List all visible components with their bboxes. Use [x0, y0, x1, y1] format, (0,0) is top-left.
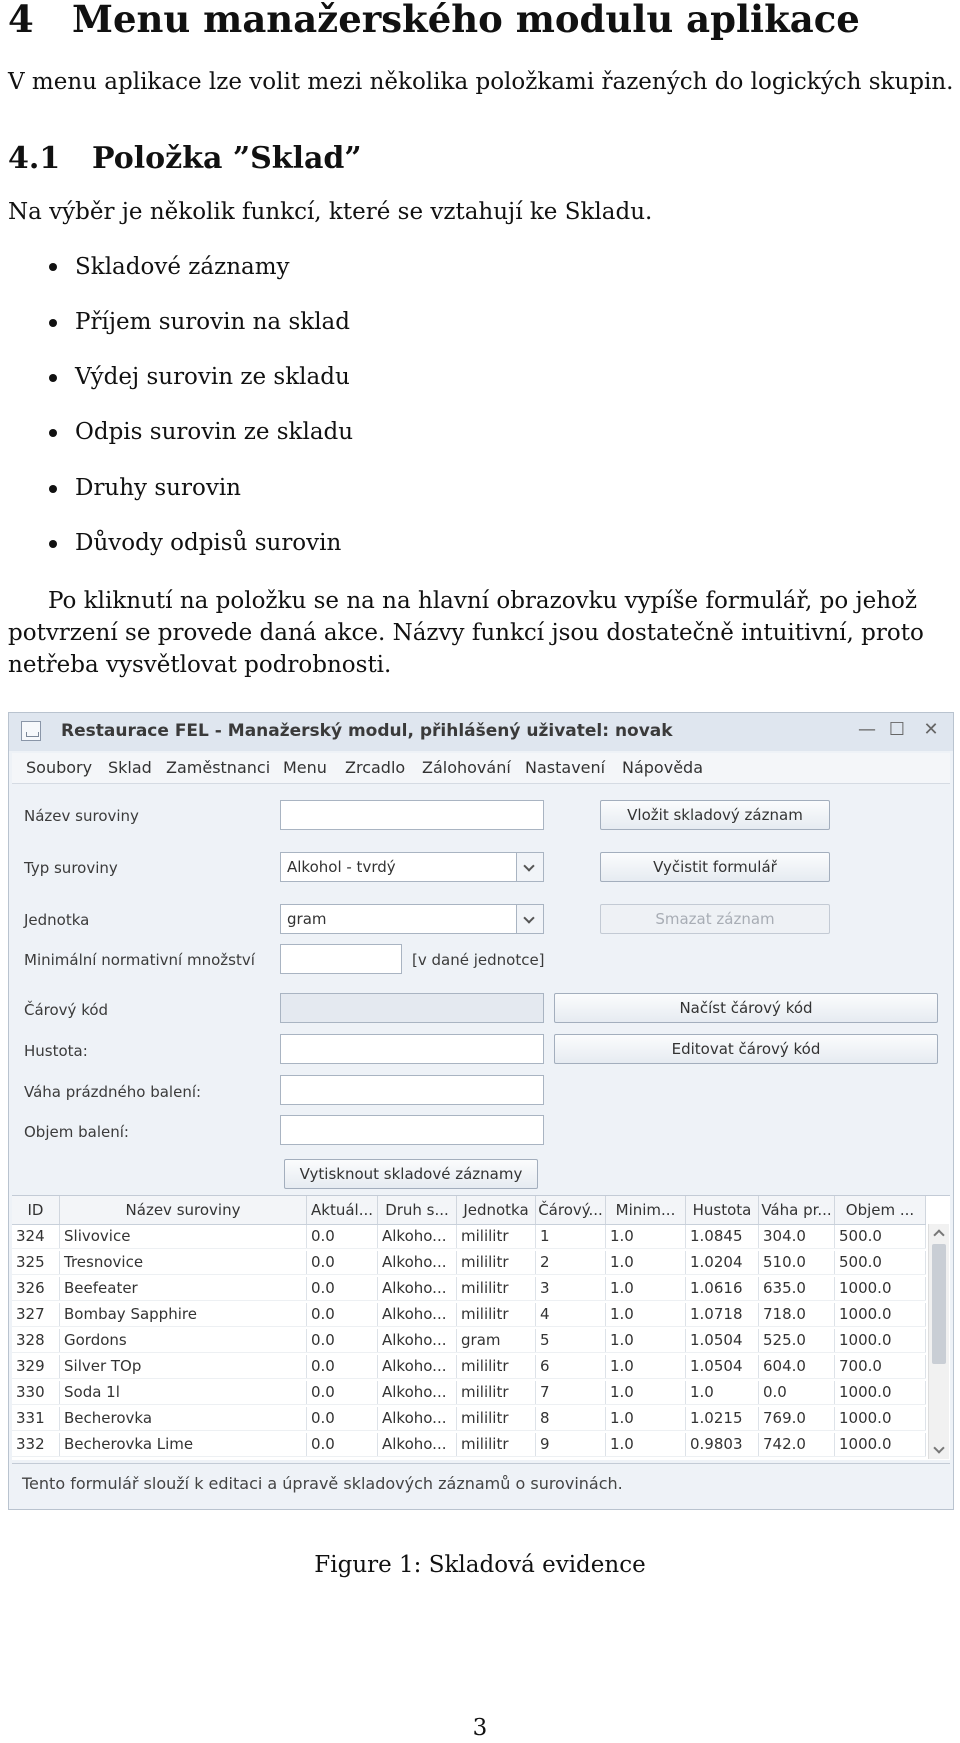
pack-volume-label: Objem balení:	[24, 1123, 129, 1141]
min-amount-input[interactable]	[280, 944, 402, 974]
table-cell: mililitr	[457, 1381, 536, 1404]
figure-caption: Figure 1: Skladová evidence	[314, 1552, 646, 1578]
table-cell: 327	[12, 1303, 60, 1326]
table-cell: Becherovka Lime	[60, 1433, 307, 1456]
table-header	[12, 1196, 926, 1225]
table-cell: Alkoho...	[378, 1407, 457, 1430]
delete-record-button[interactable]: Smazat záznam	[600, 904, 830, 934]
table-cell: 718.0	[759, 1303, 835, 1326]
table-cell: 1.0	[686, 1381, 759, 1404]
table-cell: mililitr	[457, 1303, 536, 1326]
app-window-screenshot	[8, 712, 954, 1510]
table-cell: 0.0	[307, 1225, 378, 1248]
type-select[interactable]	[280, 852, 544, 882]
table-cell: 1	[536, 1225, 606, 1248]
column-header[interactable]: Název suroviny	[60, 1196, 307, 1224]
column-header[interactable]: Jednotka	[457, 1196, 536, 1224]
column-header[interactable]: Hustota	[686, 1196, 759, 1224]
table-cell: Alkoho...	[378, 1303, 457, 1326]
status-bar	[12, 1463, 950, 1504]
print-records-button[interactable]: Vytisknout skladové záznamy	[284, 1159, 538, 1189]
table-cell: 4	[536, 1303, 606, 1326]
paragraph-line: netřeba vysvětlovat podrobnosti.	[8, 652, 392, 678]
table-cell: 1000.0	[835, 1381, 926, 1404]
table-cell: 1.0	[606, 1407, 686, 1430]
name-input[interactable]	[280, 800, 544, 830]
paragraph-line: Po kliknutí na položku se na na hlavní obrazovku vypíše formulář, po jehož	[48, 588, 917, 614]
subsection-heading	[8, 140, 362, 178]
table-cell: mililitr	[457, 1433, 536, 1456]
pack-volume-input[interactable]	[280, 1115, 544, 1145]
table-cell: Alkoho...	[378, 1225, 457, 1248]
section-title: Menu manažerského modulu aplikace	[72, 0, 860, 41]
window-title: Restaurace FEL - Manažerský modul, přihlášený uživatel: novak	[61, 721, 673, 741]
table-cell: 1.0	[606, 1277, 686, 1300]
table-cell: 3	[536, 1277, 606, 1300]
table-cell: mililitr	[457, 1407, 536, 1430]
table-cell: 1000.0	[835, 1303, 926, 1326]
table-cell: Alkoho...	[378, 1433, 457, 1456]
table-cell: 1.0845	[686, 1225, 759, 1248]
menu-soubory[interactable]: Soubory	[26, 758, 93, 777]
table-cell: mililitr	[457, 1355, 536, 1378]
table-cell: 1.0215	[686, 1407, 759, 1430]
table-cell: 1.0	[606, 1303, 686, 1326]
table-cell: mililitr	[457, 1225, 536, 1248]
menu-bar	[12, 753, 950, 784]
bullet-dot	[49, 319, 57, 327]
table-cell: 742.0	[759, 1433, 835, 1456]
table-cell: Silver TOp	[60, 1355, 307, 1378]
vertical-scrollbar[interactable]	[928, 1224, 949, 1459]
table-cell: Soda 1l	[60, 1381, 307, 1404]
table-cell: 1.0504	[686, 1355, 759, 1378]
density-input[interactable]	[280, 1034, 544, 1064]
table-cell: 1.0504	[686, 1329, 759, 1352]
scroll-up-icon[interactable]	[929, 1224, 949, 1242]
intro-text: V menu aplikace lze volit mezi několika položkami řazených do logických skupin.	[8, 69, 954, 95]
column-header[interactable]: Minim...	[606, 1196, 686, 1224]
table-cell: 0.0	[759, 1381, 835, 1404]
menu-nastaveni[interactable]: Nastavení	[525, 758, 606, 777]
edit-barcode-button[interactable]: Editovat čárový kód	[554, 1034, 938, 1064]
list-item: Skladové záznamy	[75, 254, 290, 280]
table-cell: 324	[12, 1225, 60, 1248]
table-row[interactable]	[12, 1433, 926, 1457]
bullet-dot	[49, 540, 57, 548]
list-item: Odpis surovin ze skladu	[75, 419, 354, 445]
table-cell: 500.0	[835, 1251, 926, 1274]
table-cell: Gordons	[60, 1329, 307, 1352]
unit-hint: [v dané jednotce]	[412, 951, 545, 969]
barcode-input	[280, 993, 544, 1023]
maximize-icon[interactable]: ☐	[888, 719, 906, 740]
table-cell: 6	[536, 1355, 606, 1378]
table-row[interactable]	[12, 1225, 926, 1249]
table-cell: 1.0204	[686, 1251, 759, 1274]
table-cell: 1.0	[606, 1433, 686, 1456]
table-cell: 1000.0	[835, 1277, 926, 1300]
stock-table	[12, 1195, 950, 1460]
list-item: Výdej surovin ze skladu	[75, 364, 350, 390]
java-app-icon	[21, 721, 41, 741]
subsection-title: Položka ”Sklad”	[92, 141, 362, 176]
section-heading	[8, 0, 860, 41]
table-cell: 1.0	[606, 1355, 686, 1378]
table-cell: 1000.0	[835, 1329, 926, 1352]
chevron-down-icon[interactable]	[516, 905, 543, 933]
column-header[interactable]: Váha pr...	[759, 1196, 835, 1224]
scroll-down-icon[interactable]	[929, 1441, 949, 1459]
table-cell: 0.0	[307, 1355, 378, 1378]
body-paragraph	[8, 585, 960, 681]
chevron-down-icon[interactable]	[516, 853, 543, 881]
bullet-dot	[49, 263, 57, 271]
table-cell: 0.0	[307, 1277, 378, 1300]
table-cell: gram	[457, 1329, 536, 1352]
table-cell: 1.0	[606, 1225, 686, 1248]
pack-weight-input[interactable]	[280, 1075, 544, 1105]
table-row[interactable]	[12, 1355, 926, 1379]
bullet-dot	[49, 374, 57, 382]
table-cell: 0.0	[307, 1381, 378, 1404]
table-cell: 5	[536, 1329, 606, 1352]
table-row[interactable]	[12, 1407, 926, 1431]
column-header[interactable]: Aktuál...	[307, 1196, 378, 1224]
table-row[interactable]	[12, 1381, 926, 1405]
table-cell: 1000.0	[835, 1407, 926, 1430]
minimize-icon[interactable]: —	[858, 719, 876, 740]
subsection-number: 4.1	[8, 141, 61, 176]
type-label: Typ suroviny	[24, 859, 118, 877]
column-header[interactable]: ID	[12, 1196, 60, 1224]
table-cell: 1.0	[606, 1381, 686, 1404]
table-row[interactable]	[12, 1303, 926, 1327]
list-item: Důvody odpisů surovin	[75, 530, 342, 556]
table-row[interactable]	[12, 1277, 926, 1301]
table-cell: 0.0	[307, 1433, 378, 1456]
unit-select-value: gram	[287, 910, 327, 928]
table-cell: 332	[12, 1433, 60, 1456]
table-cell: Beefeater	[60, 1277, 307, 1300]
table-cell: 7	[536, 1381, 606, 1404]
table-cell: 325	[12, 1251, 60, 1274]
table-cell: Tresnovice	[60, 1251, 307, 1274]
min-amount-label: Minimální normativní množství	[24, 951, 255, 969]
table-cell: Bombay Sapphire	[60, 1303, 307, 1326]
table-cell: Alkoho...	[378, 1355, 457, 1378]
table-cell: 0.0	[307, 1407, 378, 1430]
table-cell: mililitr	[457, 1251, 536, 1274]
close-icon[interactable]: ✕	[923, 719, 939, 740]
table-cell: 604.0	[759, 1355, 835, 1378]
table-row[interactable]	[12, 1329, 926, 1353]
pack-weight-label: Váha prázdného balení:	[24, 1083, 202, 1101]
table-cell: Alkoho...	[378, 1251, 457, 1274]
list-item: Příjem surovin na sklad	[75, 309, 350, 335]
table-cell: 500.0	[835, 1225, 926, 1248]
stock-form	[12, 785, 950, 1183]
table-cell: Slivovice	[60, 1225, 307, 1248]
table-cell: 510.0	[759, 1251, 835, 1274]
table-cell: 1.0	[606, 1329, 686, 1352]
load-barcode-button[interactable]: Načíst čárový kód	[554, 993, 938, 1023]
type-select-value: Alkohol - tvrdý	[287, 858, 396, 876]
menu-zamestnanci[interactable]: Zaměstnanci	[166, 758, 271, 777]
table-cell: 0.0	[307, 1303, 378, 1326]
bullet-dot	[49, 429, 57, 437]
table-cell: 329	[12, 1355, 60, 1378]
table-cell: 331	[12, 1407, 60, 1430]
table-cell: 1.0718	[686, 1303, 759, 1326]
density-label: Hustota:	[24, 1042, 88, 1060]
unit-select[interactable]	[280, 904, 544, 934]
menu-sklad[interactable]: Sklad	[108, 758, 152, 777]
table-cell: 304.0	[759, 1225, 835, 1248]
table-cell: 1.0616	[686, 1277, 759, 1300]
table-cell: 328	[12, 1329, 60, 1352]
table-cell: 769.0	[759, 1407, 835, 1430]
title-bar	[9, 713, 953, 751]
column-header[interactable]: Druh s...	[378, 1196, 457, 1224]
table-cell: 8	[536, 1407, 606, 1430]
table-cell: 0.9803	[686, 1433, 759, 1456]
table-cell: 635.0	[759, 1277, 835, 1300]
insert-record-button[interactable]: Vložit skladový záznam	[600, 800, 830, 830]
list-item: Druhy surovin	[75, 475, 241, 501]
status-text: Tento formulář slouží k editaci a úpravě skladových záznamů o surovinách.	[22, 1474, 623, 1493]
clear-form-button[interactable]: Vyčistit formulář	[600, 852, 830, 882]
table-cell: 525.0	[759, 1329, 835, 1352]
table-cell: 2	[536, 1251, 606, 1274]
unit-label: Jednotka	[24, 911, 90, 929]
scroll-thumb[interactable]	[932, 1244, 946, 1364]
table-cell: Alkoho...	[378, 1329, 457, 1352]
table-cell: 0.0	[307, 1329, 378, 1352]
table-cell: 9	[536, 1433, 606, 1456]
table-cell: 1.0	[606, 1251, 686, 1274]
table-cell: mililitr	[457, 1277, 536, 1300]
bullet-dot	[49, 485, 57, 493]
menu-menu[interactable]: Menu	[283, 758, 327, 777]
section-number: 4	[8, 0, 34, 41]
table-cell: 1000.0	[835, 1433, 926, 1456]
name-label: Název suroviny	[24, 807, 139, 825]
table-cell: 330	[12, 1381, 60, 1404]
column-header[interactable]: Objem ...	[835, 1196, 926, 1224]
page-number: 3	[472, 1715, 488, 1741]
column-header[interactable]: Čárový...	[536, 1196, 606, 1224]
paragraph-line: potvrzení se provede daná akce. Názvy funkcí jsou dostatečně intuitivní, proto	[8, 620, 924, 646]
barcode-label: Čárový kód	[24, 1001, 109, 1019]
menu-napoveda[interactable]: Nápověda	[622, 758, 703, 777]
menu-zrcadlo[interactable]: Zrcadlo	[345, 758, 406, 777]
table-cell: Alkoho...	[378, 1277, 457, 1300]
table-cell: 326	[12, 1277, 60, 1300]
menu-zalohovani[interactable]: Zálohování	[422, 758, 511, 777]
subsection-intro: Na výběr je několik funkcí, které se vztahují ke Skladu.	[8, 199, 653, 225]
table-cell: 0.0	[307, 1251, 378, 1274]
table-row[interactable]	[12, 1251, 926, 1275]
table-cell: 700.0	[835, 1355, 926, 1378]
table-cell: Becherovka	[60, 1407, 307, 1430]
table-cell: Alkoho...	[378, 1381, 457, 1404]
